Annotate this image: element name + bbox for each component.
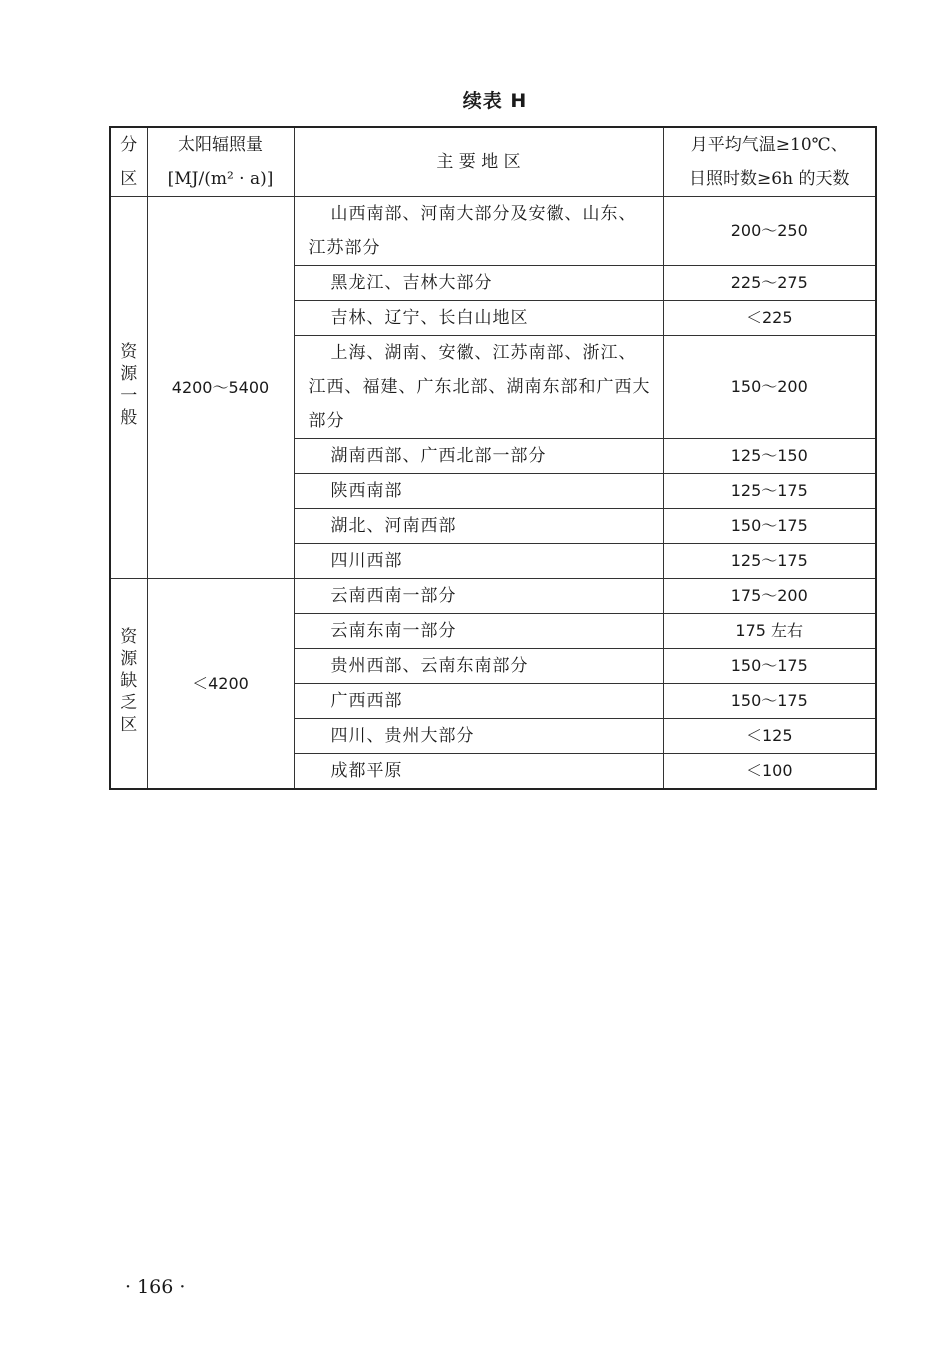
area-cell: 吉林、辽宁、长白山地区	[294, 301, 663, 336]
header-row	[110, 127, 876, 197]
area-cell: 湖北、河南西部	[294, 509, 663, 544]
area-cell: 陕西南部	[294, 474, 663, 509]
header-radiation-line-1: 太阳辐照量	[178, 135, 263, 155]
days-cell: 150～175	[663, 649, 876, 684]
zone-cell	[110, 197, 147, 579]
area-cell: 成都平原	[294, 754, 663, 790]
header-radiation-line-2: [MJ/(m² · a)]	[167, 169, 274, 189]
zone-label: 资源一般	[120, 341, 138, 428]
solar-resource-table	[109, 126, 877, 790]
days-cell: ＜225	[663, 301, 876, 336]
days-cell: 225～275	[663, 266, 876, 301]
area-cell: 山西南部、河南大部分及安徽、山东、江苏部分	[294, 197, 663, 266]
area-cell: 云南东南一部分	[294, 614, 663, 649]
radiation-cell: ＜4200	[147, 579, 294, 790]
days-cell: ＜125	[663, 719, 876, 754]
area-cell: 贵州西部、云南东南部分	[294, 649, 663, 684]
days-cell: 200～250	[663, 197, 876, 266]
days-cell: 150～200	[663, 336, 876, 439]
area-cell: 四川、贵州大部分	[294, 719, 663, 754]
header-area: 主 要 地 区	[294, 127, 663, 197]
header-days-line-2: 日照时数≥6h 的天数	[689, 169, 850, 189]
zone-label: 资源缺乏区	[120, 626, 138, 735]
radiation-cell: 4200～5400	[147, 197, 294, 579]
days-cell: 125～175	[663, 474, 876, 509]
area-cell: 湖南西部、广西北部一部分	[294, 439, 663, 474]
days-cell: 125～175	[663, 544, 876, 579]
header-days	[663, 127, 876, 197]
area-cell: 黑龙江、吉林大部分	[294, 266, 663, 301]
header-zone-line-2: 区	[120, 169, 138, 189]
days-cell: 175 左右	[663, 614, 876, 649]
header-radiation	[147, 127, 294, 197]
area-cell: 四川西部	[294, 544, 663, 579]
table-row	[110, 579, 876, 614]
header-zone	[110, 127, 147, 197]
days-cell: 125～150	[663, 439, 876, 474]
days-cell: ＜100	[663, 754, 876, 790]
area-cell: 上海、湖南、安徽、江苏南部、浙江、江西、福建、广东北部、湖南东部和广西大部分	[294, 336, 663, 439]
table-row	[110, 197, 876, 266]
header-days-line-1: 月平均气温≥10℃、	[690, 135, 848, 155]
area-cell: 云南西南一部分	[294, 579, 663, 614]
days-cell: 150～175	[663, 509, 876, 544]
page-number: · 166 ·	[125, 1276, 186, 1298]
header-zone-line-1: 分	[120, 135, 138, 155]
days-cell: 150～175	[663, 684, 876, 719]
zone-cell	[110, 579, 147, 790]
area-cell: 广西西部	[294, 684, 663, 719]
days-cell: 175～200	[663, 579, 876, 614]
table-title: 续表 H	[462, 90, 528, 112]
